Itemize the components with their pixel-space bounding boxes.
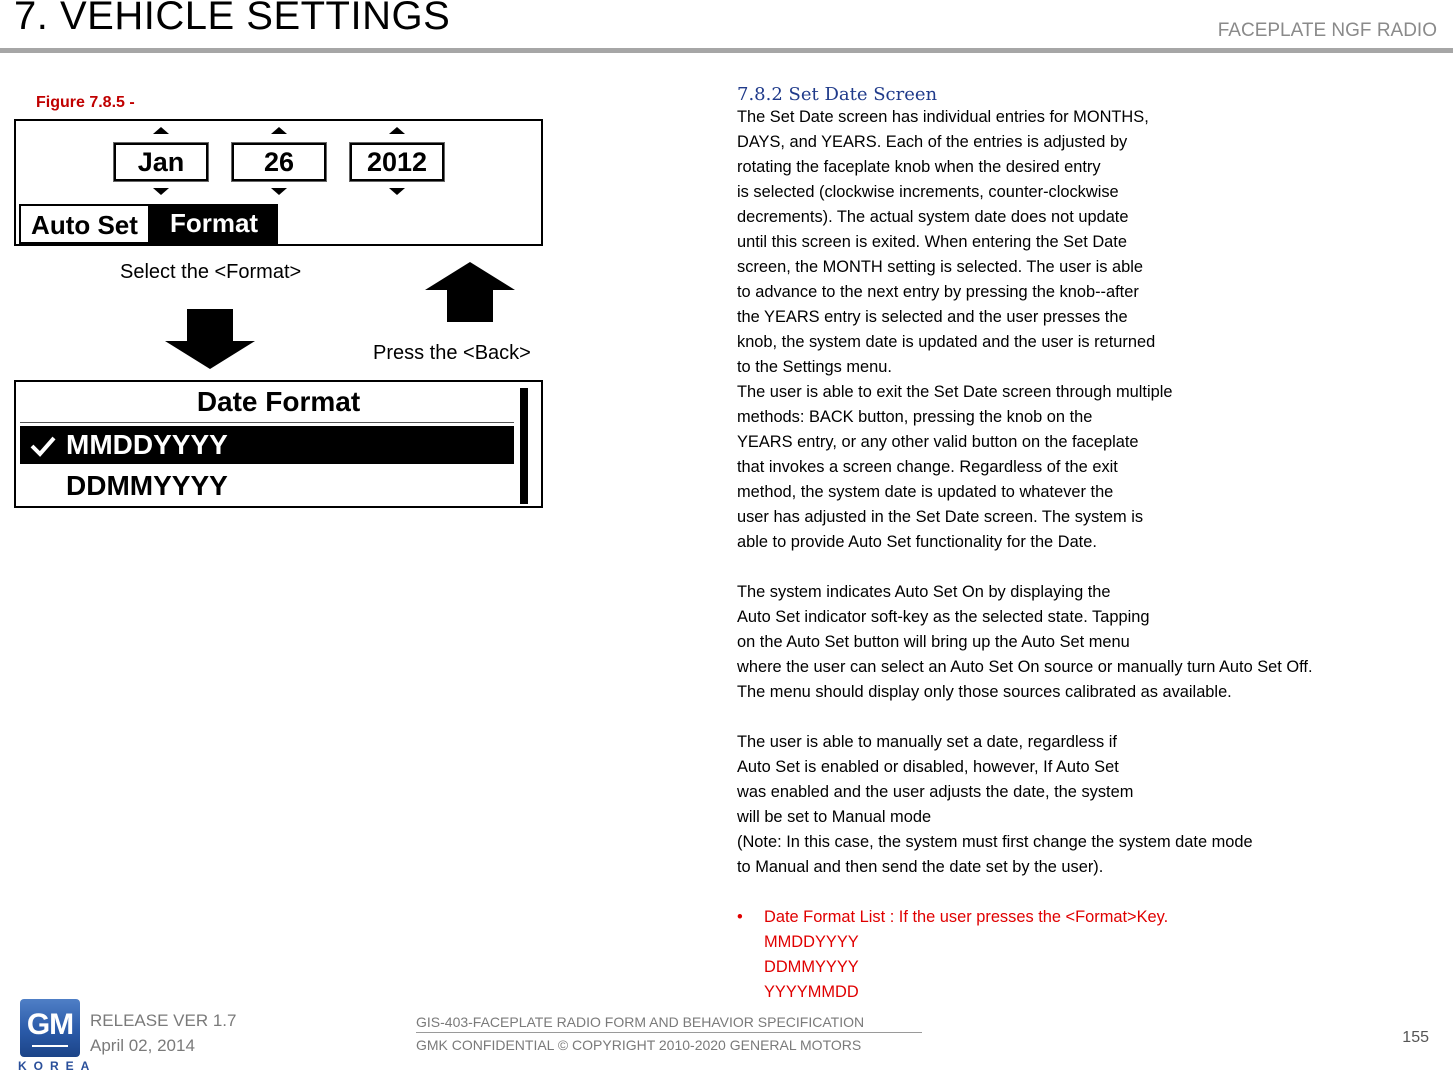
release-version: RELEASE VER 1.7: [90, 1011, 237, 1030]
month-down-arrow-icon: [153, 188, 169, 195]
footer-divider: [416, 1032, 922, 1033]
year-field: 2012: [350, 143, 444, 181]
body-line: able to provide Auto Set functionality for the Date.: [737, 533, 1097, 551]
body-line: the YEARS entry is selected and the user presses the: [737, 308, 1128, 326]
body-line: The menu should display only those sources calibrated as available.: [737, 683, 1232, 701]
checkmark-icon: [28, 426, 58, 464]
bullet-sub-item: DDMMYYYY: [764, 958, 859, 976]
body-line: [737, 705, 1437, 730]
page-number: 155: [1402, 1029, 1429, 1046]
body-line: will be set to Manual mode: [737, 808, 932, 826]
body-line: that invokes a screen change. Regardless of the exit: [737, 458, 1118, 476]
bullet-text: Date Format List : If the user presses the <Format>Key.: [764, 908, 1169, 926]
date-format-option: [20, 467, 514, 505]
caption-select-format: Select the <Format>: [120, 261, 302, 283]
scrollbar: [519, 388, 529, 504]
body-line: The user is able to manually set a date, regardless if: [737, 733, 1117, 751]
day-down-arrow-icon: [271, 188, 287, 195]
month-field: Jan: [114, 143, 208, 181]
year-down-arrow-icon: [389, 188, 405, 195]
body-line: is selected (clockwise increments, counter-clockwise: [737, 183, 1119, 201]
body-line: knob, the system date is updated and the user is returned: [737, 333, 1156, 351]
section-body: [737, 105, 1437, 1005]
body-line: to advance to the next entry by pressing the knob--after: [737, 283, 1139, 301]
header-divider: [0, 48, 1453, 53]
body-line: on the Auto Set button will bring up the Auto Set menu: [737, 633, 1130, 651]
body-line: decrements). The actual system date does not update: [737, 208, 1129, 226]
body-line: methods: BACK button, pressing the knob on the: [737, 408, 1093, 426]
body-line: YEARS entry, or any other valid button on the faceplate: [737, 433, 1139, 451]
year-up-arrow-icon: [389, 127, 405, 134]
date-format-screen-mockup: [14, 380, 543, 508]
body-line: (Note: In this case, the system must first change the system date mode: [737, 833, 1253, 851]
bullet-sub-item: MMDDYYYY: [764, 933, 859, 951]
bullet-marker: •: [737, 908, 743, 926]
document-product-label: FACEPLATE NGF RADIO: [1217, 20, 1437, 41]
body-line: method, the system date is updated to whatever the: [737, 483, 1114, 501]
body-line: The Set Date screen has individual entries for MONTHS,: [737, 108, 1149, 126]
arrow-up-icon: [425, 262, 515, 322]
body-line: DAYS, and YEARS. Each of the entries is adjusted by: [737, 133, 1128, 151]
set-date-screen-mockup: [14, 119, 543, 246]
body-line: Auto Set is enabled or disabled, however, If Auto Set: [737, 758, 1119, 776]
gm-logo-underline: [32, 1045, 68, 1047]
body-line: to Manual and then send the date set by the user).: [737, 858, 1104, 876]
date-format-option-label: DDMMYYYY: [66, 470, 228, 501]
spec-title: GIS-403-FACEPLATE RADIO FORM AND BEHAVIOR SPECIFICATION: [416, 1014, 865, 1030]
day-field: 26: [232, 143, 326, 181]
body-line: Auto Set indicator soft-key as the selected state. Tapping: [737, 608, 1150, 626]
section-heading: 7.8.2 Set Date Screen: [737, 84, 938, 105]
arrow-down-icon: [165, 309, 255, 369]
gm-logo-subtext: KOREA: [18, 1059, 97, 1073]
body-line: The user is able to exit the Set Date screen through multiple: [737, 383, 1173, 401]
body-line: to the Settings menu.: [737, 358, 892, 376]
figure-label: Figure 7.8.5 -: [36, 94, 135, 111]
confidentiality-notice: GMK CONFIDENTIAL © COPYRIGHT 2010-2020 GENERAL MOTORS: [416, 1037, 862, 1053]
body-line: [737, 880, 1437, 905]
caption-press-back: Press the <Back>: [373, 342, 531, 364]
release-date: April 02, 2014: [90, 1036, 195, 1055]
body-line: [737, 555, 1437, 580]
month-up-arrow-icon: [153, 127, 169, 134]
page-title: 7. VEHICLE SETTINGS: [14, 0, 451, 38]
date-format-option-label: MMDDYYYY: [66, 429, 228, 460]
gm-logo: [20, 999, 80, 1057]
body-line: was enabled and the user adjusts the date, the system: [737, 783, 1134, 801]
day-up-arrow-icon: [271, 127, 287, 134]
gm-logo-text: GM: [26, 1008, 74, 1041]
date-format-title: Date Format: [196, 386, 361, 417]
bullet-sub-item: YYYYMMDD: [764, 983, 859, 1001]
body-line: where the user can select an Auto Set On source or manually turn Auto Set Off.: [737, 658, 1313, 676]
body-line: The system indicates Auto Set On by displaying the: [737, 583, 1111, 601]
body-line: screen, the MONTH setting is selected. The user is able: [737, 258, 1143, 276]
date-format-option-selected: [20, 426, 514, 464]
body-line: until this screen is exited. When entering the Set Date: [737, 233, 1127, 251]
auto-set-softkey: Auto Set: [19, 204, 150, 244]
date-format-divider: [20, 422, 514, 423]
body-line: rotating the faceplate knob when the desired entry: [737, 158, 1101, 176]
date-format-bullet: [737, 905, 1437, 930]
format-softkey: Format: [150, 204, 278, 244]
body-line: user has adjusted in the Set Date screen. The system is: [737, 508, 1144, 526]
